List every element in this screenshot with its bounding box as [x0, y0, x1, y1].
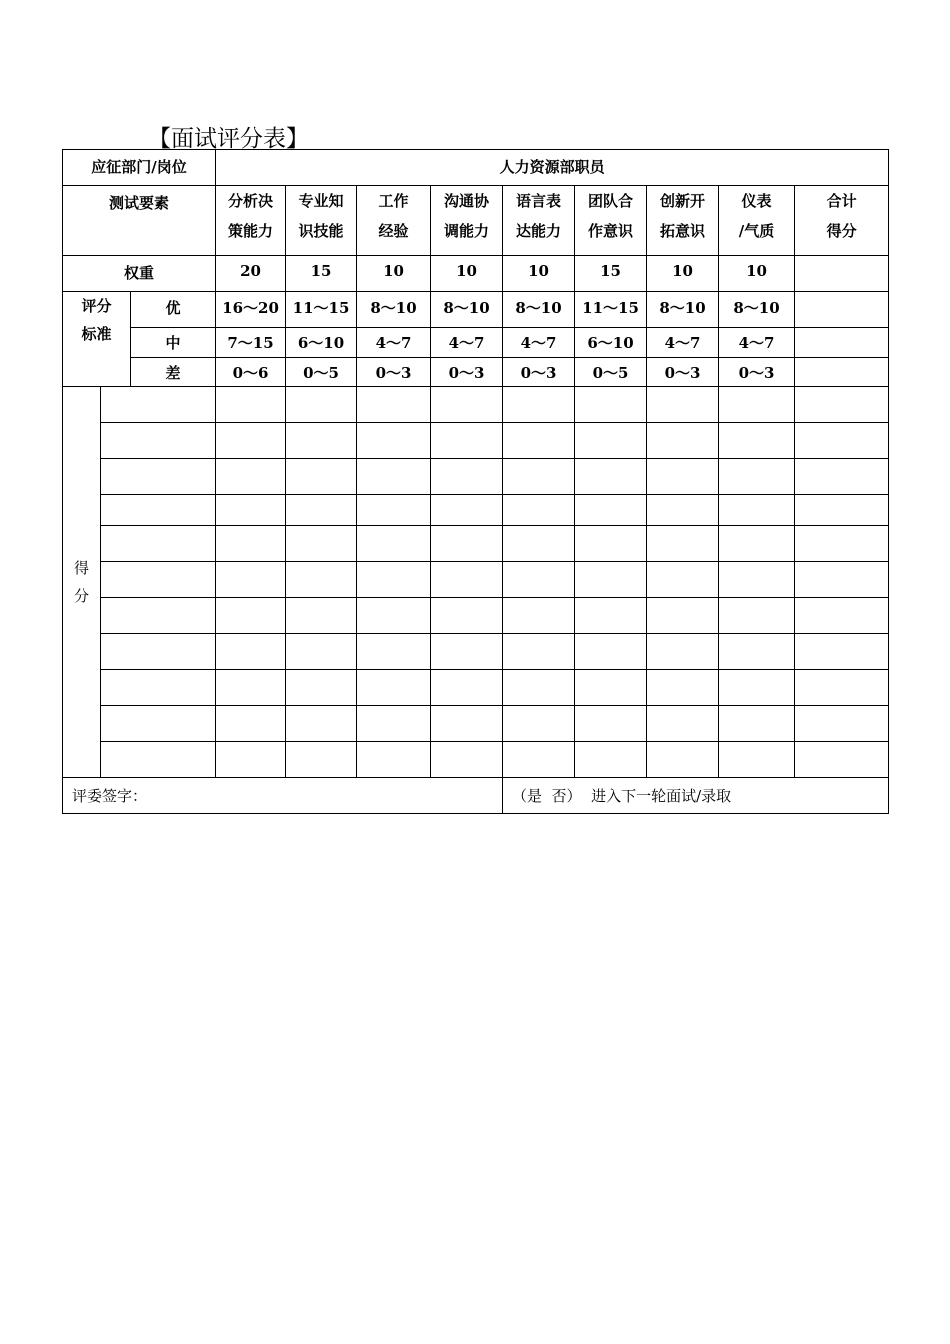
- factor-line: 专业知: [298, 192, 344, 210]
- factor-line: 识技能: [298, 222, 344, 240]
- score-input-cell[interactable]: [286, 459, 357, 495]
- criteria-range: 8〜10: [719, 292, 795, 328]
- score-input-cell[interactable]: [216, 495, 286, 526]
- factor-label: 测试要素: [63, 186, 216, 256]
- score-input-cell[interactable]: [431, 598, 503, 634]
- score-input-cell[interactable]: [503, 598, 575, 634]
- candidate-name-cell[interactable]: [101, 423, 216, 459]
- score-input-cell[interactable]: [647, 742, 719, 778]
- factor-line: 策能力: [228, 222, 274, 240]
- score-input-cell[interactable]: [286, 706, 357, 742]
- criteria-range: 0〜3: [719, 358, 795, 387]
- score-input-cell[interactable]: [503, 562, 575, 598]
- criteria-range: 8〜10: [503, 292, 575, 328]
- factor-header: [795, 186, 889, 256]
- score-input-cell[interactable]: [286, 495, 357, 526]
- criteria-label: [63, 292, 131, 387]
- factor-header: [431, 186, 503, 256]
- factor-line: 调能力: [444, 222, 490, 240]
- level-name: 中: [131, 328, 216, 358]
- score-input-cell[interactable]: [286, 670, 357, 706]
- score-input-cell[interactable]: [286, 742, 357, 778]
- score-input-cell[interactable]: [286, 387, 357, 423]
- score-input-cell[interactable]: [647, 670, 719, 706]
- score-input-cell[interactable]: [216, 562, 286, 598]
- score-input-cell[interactable]: [431, 670, 503, 706]
- criteria-range: [795, 358, 889, 387]
- weight-value: 10: [431, 256, 503, 292]
- score-input-cell[interactable]: [431, 742, 503, 778]
- criteria-range: 0〜6: [216, 358, 286, 387]
- factor-line: 拓意识: [660, 222, 706, 240]
- score-input-cell[interactable]: [503, 706, 575, 742]
- score-input-cell[interactable]: [575, 598, 647, 634]
- criteria-range: 0〜3: [503, 358, 575, 387]
- score-input-cell[interactable]: [719, 562, 795, 598]
- score-input-cell[interactable]: [503, 526, 575, 562]
- score-input-cell[interactable]: [719, 670, 795, 706]
- criteria-range: 0〜3: [647, 358, 719, 387]
- score-input-cell[interactable]: [286, 598, 357, 634]
- candidate-name-cell[interactable]: [101, 670, 216, 706]
- score-row: [63, 742, 889, 778]
- score-input-cell[interactable]: [795, 598, 889, 634]
- interview-score-table: [62, 149, 889, 814]
- score-input-cell[interactable]: [795, 742, 889, 778]
- candidate-name-cell[interactable]: [101, 459, 216, 495]
- score-input-cell[interactable]: [575, 495, 647, 526]
- weight-value: 15: [575, 256, 647, 292]
- score-input-cell[interactable]: [647, 387, 719, 423]
- score-input-cell[interactable]: [216, 598, 286, 634]
- factor-header: [719, 186, 795, 256]
- factor-line: 达能力: [516, 222, 562, 240]
- factor-header: [503, 186, 575, 256]
- level-name: 优: [131, 292, 216, 328]
- score-input-cell[interactable]: [357, 387, 431, 423]
- score-input-cell[interactable]: [216, 706, 286, 742]
- score-input-cell[interactable]: [647, 459, 719, 495]
- score-input-cell[interactable]: [503, 670, 575, 706]
- criteria-range: 0〜3: [431, 358, 503, 387]
- score-input-cell[interactable]: [795, 459, 889, 495]
- score-input-cell[interactable]: [795, 495, 889, 526]
- criteria-range: 6〜10: [575, 328, 647, 358]
- criteria-range: 8〜10: [431, 292, 503, 328]
- score-input-cell[interactable]: [795, 634, 889, 670]
- score-input-cell[interactable]: [357, 495, 431, 526]
- factor-line: 语言表: [516, 192, 562, 210]
- score-input-cell[interactable]: [719, 526, 795, 562]
- score-input-cell[interactable]: [431, 562, 503, 598]
- score-input-cell[interactable]: [431, 495, 503, 526]
- form-title: 【面试评分表】: [148, 126, 309, 152]
- score-row: [63, 526, 889, 562]
- score-input-cell[interactable]: [795, 526, 889, 562]
- factor-line: /气质: [738, 222, 775, 240]
- score-row: [63, 598, 889, 634]
- criteria-range: 11〜15: [575, 292, 647, 328]
- decision-text: （是 否） 进入下一轮面试/录取: [503, 778, 889, 814]
- score-input-cell[interactable]: [431, 459, 503, 495]
- score-input-cell[interactable]: [795, 387, 889, 423]
- weight-value: 10: [647, 256, 719, 292]
- candidate-name-cell[interactable]: [101, 634, 216, 670]
- candidate-name-cell[interactable]: [101, 706, 216, 742]
- score-input-cell[interactable]: [575, 742, 647, 778]
- score-input-cell[interactable]: [575, 706, 647, 742]
- factor-line: 合计: [826, 192, 857, 210]
- score-input-cell[interactable]: [647, 562, 719, 598]
- weight-value: 10: [357, 256, 431, 292]
- score-input-cell[interactable]: [647, 634, 719, 670]
- factor-line: 分析决: [228, 192, 274, 210]
- score-label-line: 得: [73, 559, 89, 577]
- score-input-cell[interactable]: [357, 526, 431, 562]
- candidate-name-cell[interactable]: [101, 495, 216, 526]
- score-input-cell[interactable]: [719, 459, 795, 495]
- score-input-cell[interactable]: [431, 526, 503, 562]
- score-input-cell[interactable]: [795, 670, 889, 706]
- factor-header: [357, 186, 431, 256]
- score-input-cell[interactable]: [431, 387, 503, 423]
- score-input-cell[interactable]: [575, 459, 647, 495]
- score-input-cell[interactable]: [575, 634, 647, 670]
- factor-line: 得分: [826, 222, 857, 240]
- score-input-cell[interactable]: [795, 562, 889, 598]
- weight-value: 20: [216, 256, 286, 292]
- judge-signature[interactable]: 评委签字：: [63, 778, 503, 814]
- criteria-range: 8〜10: [357, 292, 431, 328]
- score-input-cell[interactable]: [357, 598, 431, 634]
- score-input-cell[interactable]: [503, 459, 575, 495]
- score-input-cell[interactable]: [503, 423, 575, 459]
- factor-line: 团队合: [588, 192, 634, 210]
- dept-label: 应征部门/岗位: [63, 150, 216, 186]
- score-input-cell[interactable]: [575, 670, 647, 706]
- score-row: [63, 495, 889, 526]
- factor-line: 沟通协: [444, 192, 490, 210]
- footer-row: [63, 778, 889, 814]
- score-row: [63, 423, 889, 459]
- weight-label: 权重: [63, 256, 216, 292]
- criteria-range: [795, 328, 889, 358]
- candidate-name-cell[interactable]: [101, 562, 216, 598]
- factor-line: 仪表: [741, 192, 772, 210]
- score-input-cell[interactable]: [286, 526, 357, 562]
- criteria-row: [63, 358, 889, 387]
- level-name: 差: [131, 358, 216, 387]
- score-input-cell[interactable]: [286, 634, 357, 670]
- score-input-cell[interactable]: [357, 742, 431, 778]
- criteria-row: [63, 328, 889, 358]
- score-input-cell[interactable]: [575, 423, 647, 459]
- score-row: [63, 670, 889, 706]
- score-input-cell[interactable]: [719, 598, 795, 634]
- criteria-range: 0〜5: [286, 358, 357, 387]
- score-row: [63, 634, 889, 670]
- weight-value: 15: [286, 256, 357, 292]
- criteria-range: 0〜5: [575, 358, 647, 387]
- score-input-cell[interactable]: [647, 526, 719, 562]
- factor-header: [647, 186, 719, 256]
- candidate-name-cell[interactable]: [101, 742, 216, 778]
- criteria-range: 7〜15: [216, 328, 286, 358]
- criteria-range: 4〜7: [431, 328, 503, 358]
- criteria-range: 4〜7: [719, 328, 795, 358]
- factor-row: [63, 186, 889, 256]
- factor-line: 经验: [378, 222, 409, 240]
- score-input-cell[interactable]: [503, 742, 575, 778]
- score-input-cell[interactable]: [575, 526, 647, 562]
- criteria-range: 8〜10: [647, 292, 719, 328]
- criteria-label-line: 标准: [81, 325, 112, 343]
- score-input-cell[interactable]: [719, 387, 795, 423]
- score-input-cell[interactable]: [647, 495, 719, 526]
- score-input-cell[interactable]: [647, 423, 719, 459]
- score-input-cell[interactable]: [216, 742, 286, 778]
- factor-line: 工作: [378, 192, 409, 210]
- score-input-cell[interactable]: [503, 387, 575, 423]
- weight-value: 10: [719, 256, 795, 292]
- score-input-cell[interactable]: [647, 706, 719, 742]
- score-input-cell[interactable]: [503, 495, 575, 526]
- score-input-cell[interactable]: [216, 459, 286, 495]
- weight-row: [63, 256, 889, 292]
- score-input-cell[interactable]: [719, 495, 795, 526]
- criteria-range: 4〜7: [503, 328, 575, 358]
- score-input-cell[interactable]: [216, 670, 286, 706]
- score-input-cell[interactable]: [431, 634, 503, 670]
- criteria-range: 16〜20: [216, 292, 286, 328]
- score-input-cell[interactable]: [216, 387, 286, 423]
- factor-header: [286, 186, 357, 256]
- score-input-cell[interactable]: [286, 562, 357, 598]
- weight-value: [795, 256, 889, 292]
- score-row: [63, 562, 889, 598]
- score-input-cell[interactable]: [503, 634, 575, 670]
- score-input-cell[interactable]: [357, 634, 431, 670]
- candidate-name-cell[interactable]: [101, 387, 216, 423]
- criteria-label-line: 评分: [81, 297, 112, 315]
- score-input-cell[interactable]: [575, 387, 647, 423]
- score-input-cell[interactable]: [719, 706, 795, 742]
- weight-value: 10: [503, 256, 575, 292]
- score-input-cell[interactable]: [719, 742, 795, 778]
- score-label-line: 分: [73, 587, 89, 605]
- score-row: [63, 706, 889, 742]
- score-input-cell[interactable]: [216, 526, 286, 562]
- score-input-cell[interactable]: [357, 562, 431, 598]
- score-input-cell[interactable]: [431, 706, 503, 742]
- dept-row: [63, 150, 889, 186]
- criteria-range: 4〜7: [647, 328, 719, 358]
- factor-line: 作意识: [588, 222, 634, 240]
- factor-line: 创新开: [660, 192, 706, 210]
- score-input-cell[interactable]: [795, 423, 889, 459]
- factor-header: [575, 186, 647, 256]
- score-input-cell[interactable]: [357, 706, 431, 742]
- criteria-range: 4〜7: [357, 328, 431, 358]
- score-input-cell[interactable]: [216, 423, 286, 459]
- criteria-range: 0〜3: [357, 358, 431, 387]
- score-row: [63, 387, 889, 423]
- score-input-cell[interactable]: [795, 706, 889, 742]
- criteria-range: 11〜15: [286, 292, 357, 328]
- criteria-row: [63, 292, 889, 328]
- score-input-cell[interactable]: [719, 634, 795, 670]
- score-input-cell[interactable]: [647, 598, 719, 634]
- score-input-cell[interactable]: [431, 423, 503, 459]
- score-input-cell[interactable]: [216, 634, 286, 670]
- score-input-cell[interactable]: [357, 423, 431, 459]
- candidate-name-cell[interactable]: [101, 598, 216, 634]
- score-input-cell[interactable]: [357, 670, 431, 706]
- score-input-cell[interactable]: [719, 423, 795, 459]
- score-row: [63, 459, 889, 495]
- criteria-range: 6〜10: [286, 328, 357, 358]
- score-input-cell[interactable]: [575, 562, 647, 598]
- score-label: [63, 387, 101, 778]
- score-input-cell[interactable]: [357, 459, 431, 495]
- candidate-name-cell[interactable]: [101, 526, 216, 562]
- score-input-cell[interactable]: [286, 423, 357, 459]
- criteria-range: [795, 292, 889, 328]
- factor-header: [216, 186, 286, 256]
- dept-value: 人力资源部职员: [216, 150, 889, 186]
